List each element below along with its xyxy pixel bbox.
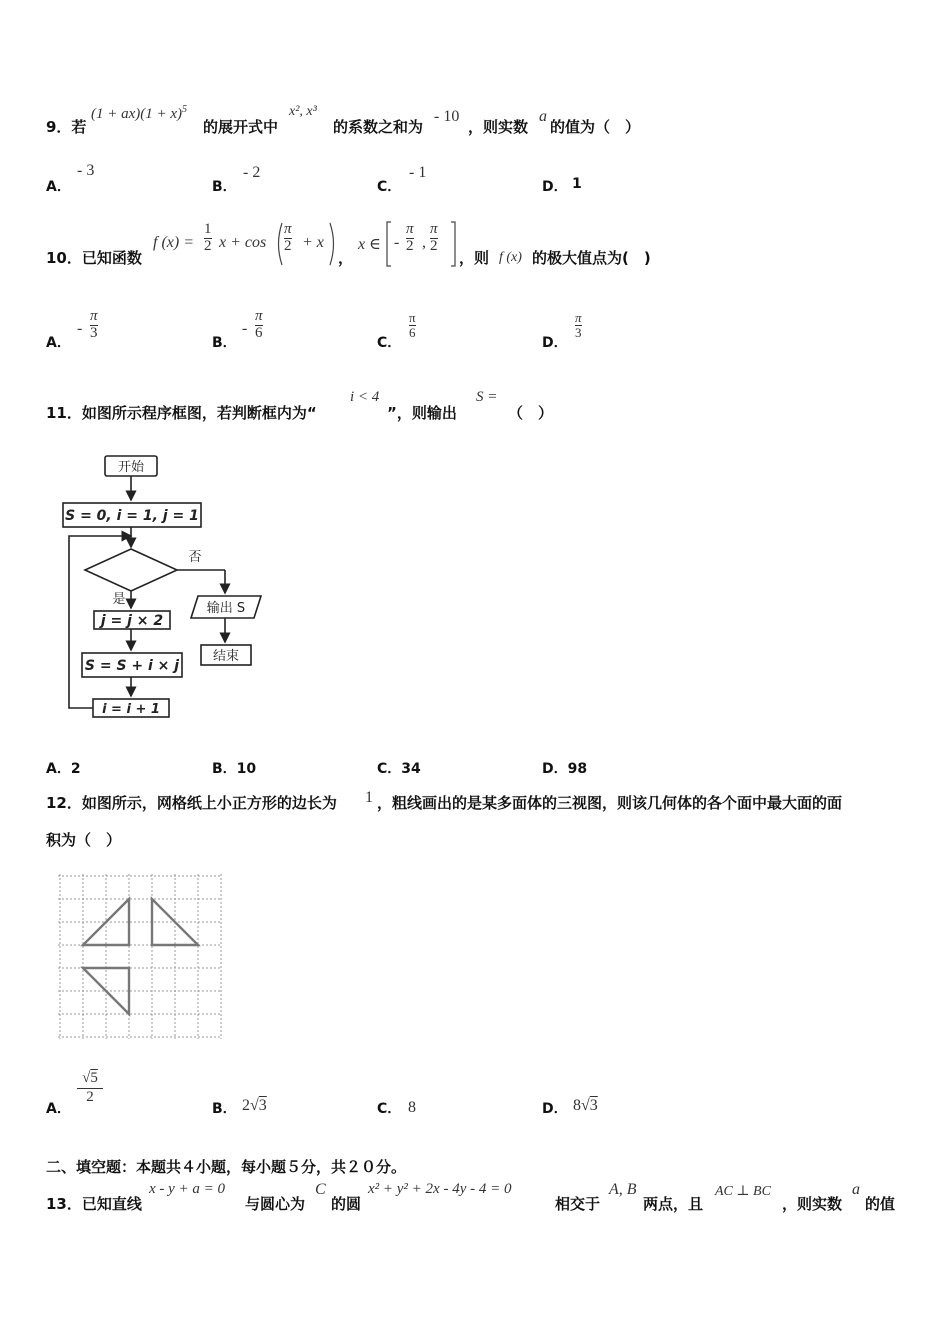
option-value: - 2 [243,164,261,181]
option-label: A． [46,335,71,351]
q12-line-2: 积为（ ） [46,831,122,849]
q12-line-1b: ，粗线画出的是某多面体的三视图，则该几何体的各个面中最大面的面 [377,794,843,812]
q10-neg-sign: - [394,234,400,251]
flow-step-1-label: j = j × 2 [100,613,164,629]
option-fraction: π 6 [255,308,263,341]
option-label: B． [212,335,237,351]
flow-no-label: 否 [188,550,202,565]
option-value: 8 [408,1099,416,1116]
option-label: A．2 [46,761,81,777]
q10-fx: f (x) [499,250,522,265]
option-label: D． [542,335,568,351]
option-sign: - [77,320,83,337]
q9-number: 9．若 [46,118,87,136]
option-value: 8√3 [573,1097,598,1114]
q11-number: 11．如图所示程序框图，若判断框内为“ [46,404,317,422]
q13-text-4: 两点，且 [643,1195,704,1213]
q10-domain: x ∈ [358,236,381,253]
q12-three-view-figure [56,872,226,1042]
q9-text-4: 的值为（ ） [550,118,641,136]
q11-text-2: ”，则输出 [387,404,457,422]
q9-value: - 10 [434,108,460,125]
q9-variable: a [539,108,547,125]
q10-comma: ， [338,249,354,267]
flow-yes-label: 是 [112,592,126,607]
q12-side-length: 1 [365,789,373,806]
option-value: 2√3 [242,1097,267,1114]
q13-center: C [315,1181,326,1198]
q10-function-name: f (x) = [153,234,194,251]
option-label: A． [46,1101,71,1117]
flow-init-label: S = 0, i = 1, j = 1 [65,508,199,524]
q10-domain-high: π 2 [430,221,438,254]
q13-text-1: 与圆心为 [245,1195,306,1213]
option-label: B． [212,1101,237,1117]
q13-circle-equation: x² + y² + 2x - 4y - 4 = 0 [368,1181,512,1197]
q10-then: ，则 [459,249,490,267]
q13-text-3: 相交于 [555,1195,601,1213]
q9-text-1: 的展开式中 [203,118,279,136]
q13-number: 13．已知直线 [46,1195,142,1213]
option-label: D．98 [542,761,588,777]
q10-pi-over-2: π 2 [284,221,292,254]
q13-perpendicular: AC ⊥ BC [715,1184,771,1199]
option-value: - 1 [409,164,427,181]
option-fraction: π 6 [409,310,416,340]
q13-variable: a [852,1181,860,1198]
q9-text-2: 的系数之和为 [333,118,424,136]
q13-text-2: 的圆 [331,1195,362,1213]
option-label: C． [377,335,402,351]
option-label: A． [46,179,71,195]
q10-half-fraction: 1 2 [204,221,212,254]
flow-end-label: 结束 [212,649,240,664]
option-label: B． [212,179,237,195]
q11-text-3: （ ） [508,404,554,422]
flow-output-label: 输出 S [206,601,246,616]
q10-text-end: 的极大值点为( ) [532,249,651,267]
option-label: C．34 [377,761,421,777]
flow-step-2-label: S = S + i × j [84,658,180,674]
option-label: D． [542,1101,568,1117]
q10-domain-low: π 2 [406,221,414,254]
q9-powers: x², x³ [289,104,317,119]
q12-line-1: 12．如图所示，网格纸上小正方形的边长为 [46,794,337,812]
q9-text-3: ，则实数 [468,118,529,136]
q13-text-5: ，则实数 [782,1195,843,1213]
option-label: B．10 [212,761,257,777]
q10-number: 10．已知函数 [46,249,142,267]
option-label: C． [377,179,402,195]
q10-plus-x: + x [302,234,324,251]
option-sign: - [242,320,248,337]
option-value: - 3 [77,162,95,179]
option-fraction: π 3 [575,310,582,340]
flow-decision [85,549,177,591]
q11-output-var: S = [476,389,498,405]
option-fraction: π 3 [90,308,98,341]
flow-start-label: 开始 [117,460,145,475]
option-label: D． [542,179,568,195]
flow-step-3-label: i = i + 1 [102,702,160,717]
section-heading: 二、填空题：本题共４小题，每小题５分，共２０分。 [46,1158,407,1176]
option-value: 1 [572,176,582,192]
q13-line-equation: x - y + a = 0 [149,1181,226,1197]
q10-domain-comma: , [422,234,426,251]
option-label: C． [377,1101,402,1117]
q11-flowchart [55,450,270,725]
q13-text-6: 的值 [865,1195,896,1213]
option-value: √5 2 [77,1070,103,1106]
q9-expression: $(1 + ax)(1 + x)^5$ [91,104,188,122]
q13-points: A, B [609,1181,637,1198]
q10-cos: x + cos [219,234,267,251]
q11-condition: i < 4 [350,389,380,405]
